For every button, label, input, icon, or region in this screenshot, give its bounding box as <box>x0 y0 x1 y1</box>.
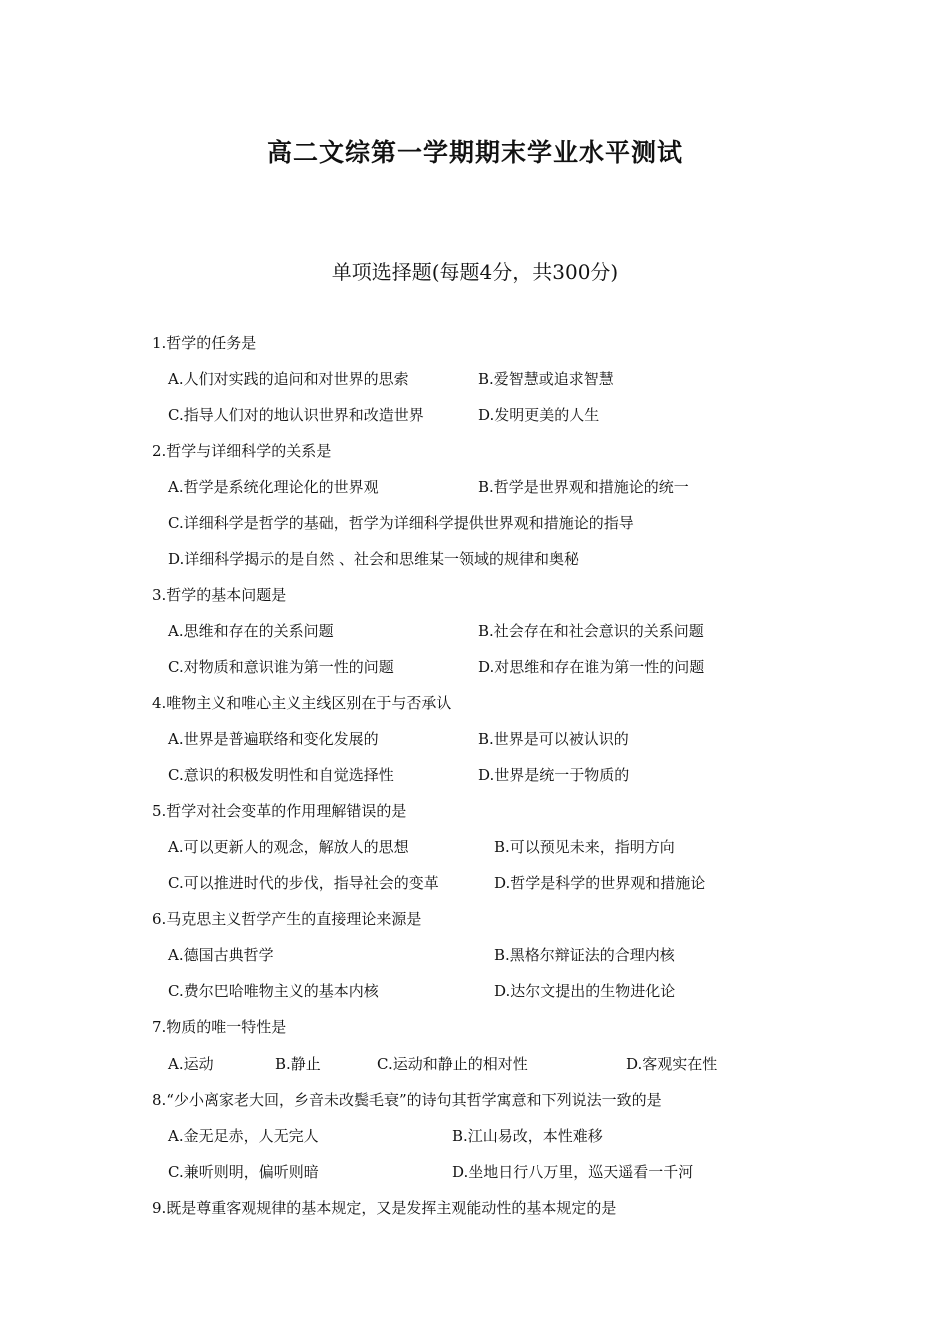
question-2-option-c: C.详细科学是哲学的基础，哲学为详细科学提供世界观和措施论的指导 <box>168 514 634 532</box>
question-3-option-c: C.对物质和意识谁为第一性的问题 <box>168 658 394 676</box>
question-8-option-d: D.坐地日行八万里，巡天遥看一千河 <box>452 1163 694 1181</box>
question-2-stem: 2.哲学与详细科学的关系是 <box>152 442 332 460</box>
question-7-option-b: B.静止 <box>275 1055 321 1073</box>
question-1-stem: 1.哲学的任务是 <box>152 334 257 352</box>
question-6-option-a: A.德国古典哲学 <box>168 946 274 964</box>
question-6-option-d: D.达尔文提出的生物进化论 <box>494 982 676 1000</box>
question-8-option-b: B.江山易改，本性难移 <box>452 1127 603 1145</box>
question-1-option-c: C.指导人们对的地认识世界和改造世界 <box>168 406 424 424</box>
question-4-option-c: C.意识的积极发明性和自觉选择性 <box>168 766 394 784</box>
question-5-option-a: A.可以更新人的观念，解放人的思想 <box>168 838 409 856</box>
question-5-option-d: D.哲学是科学的世界观和措施论 <box>494 874 706 892</box>
question-8-option-c: C.兼听则明，偏听则暗 <box>168 1163 319 1181</box>
question-3-option-d: D.对思维和存在谁为第一性的问题 <box>478 658 705 676</box>
question-3-option-b: B.社会存在和社会意识的关系问题 <box>478 622 704 640</box>
question-6-stem: 6.马克思主义哲学产生的直接理论来源是 <box>152 910 422 928</box>
question-4-option-a: A.世界是普遍联络和变化发展的 <box>168 730 379 748</box>
question-2-option-b: B.哲学是世界观和措施论的统一 <box>478 478 689 496</box>
question-7-option-d: D.客观实在性 <box>626 1055 718 1073</box>
question-5-stem: 5.哲学对社会变革的作用理解错误的是 <box>152 802 407 820</box>
question-6-option-c: C.费尔巴哈唯物主义的基本内核 <box>168 982 379 1000</box>
question-4-option-d: D.世界是统一于物质的 <box>478 766 630 784</box>
question-5-option-b: B.可以预见未来，指明方向 <box>494 838 675 856</box>
question-8-stem: 8.“少小离家老大回，乡音未改鬓毛衰”的诗句其哲学寓意和下列说法一致的是 <box>152 1091 662 1109</box>
question-8-option-a: A.金无足赤，人无完人 <box>168 1127 319 1145</box>
section-heading: 单项选择题(每题4分，共300分) <box>331 260 619 284</box>
question-3-option-a: A.思维和存在的关系问题 <box>168 622 334 640</box>
question-7-stem: 7.物质的唯一特性是 <box>152 1018 287 1036</box>
question-9-stem: 9.既是尊重客观规律的基本规定，又是发挥主观能动性的基本规定的是 <box>152 1199 617 1217</box>
question-3-stem: 3.哲学的基本问题是 <box>152 586 287 604</box>
question-6-option-b: B.黑格尔辩证法的合理内核 <box>494 946 675 964</box>
question-7-option-c: C.运动和静止的相对性 <box>377 1055 528 1073</box>
question-2-option-d: D.详细科学揭示的是自然 、社会和思维某一领域的规律和奥秘 <box>168 550 580 568</box>
question-1-option-d: D.发明更美的人生 <box>478 406 600 424</box>
question-1-option-b: B.爱智慧或追求智慧 <box>478 370 614 388</box>
question-4-option-b: B.世界是可以被认识的 <box>478 730 629 748</box>
question-7-option-a: A.运动 <box>168 1055 214 1073</box>
question-1-option-a: A.人们对实践的追问和对世界的思索 <box>168 370 409 388</box>
page-title: 高二文综第一学期期末学业水平测试 <box>266 138 683 167</box>
question-4-stem: 4.唯物主义和唯心主义主线区别在于与否承认 <box>152 694 452 712</box>
question-5-option-c: C.可以推进时代的步伐，指导社会的变革 <box>168 874 439 892</box>
question-2-option-a: A.哲学是系统化理论化的世界观 <box>168 478 379 496</box>
